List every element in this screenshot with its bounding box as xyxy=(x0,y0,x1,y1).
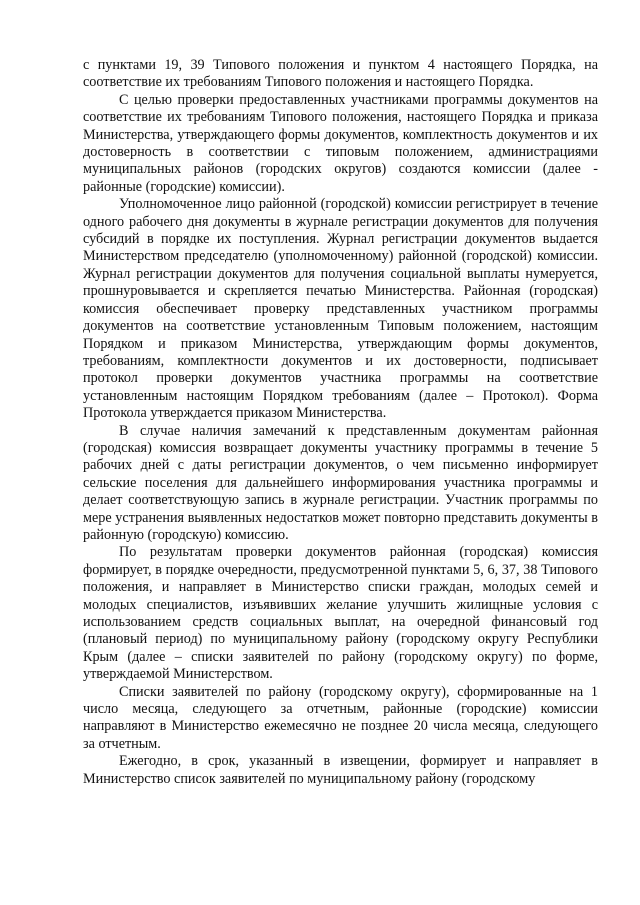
paragraph: Списки заявителей по району (городскому округу), сформированные на 1 число месяца, следующего за отчетным, районные (городские) комиссии направляют в Министерство ежемесячно не позднее 20 числа месяца, следующего за отчетным. xyxy=(83,683,598,752)
paragraph: Уполномоченное лицо районной (городской) комиссии регистрирует в течение одного рабочего дня документы в журнале регистрации документов для получения субсидий в порядке их поступления. Журнал регистрации документов выдается Министерством председателю (уполномоченному) районной (городской) комиссии. Журнал регистрации документов для получения социальной выплаты нумеруется, прошнуровывается и скрепляется печатью Министерства. Районная (городская) комиссия обеспечивает проверку представленных участником программы документов на соответствие установленным Типовым положением, настоящим Порядком и приказом Министерства, утверждающим формы документов, требованиям, комплектности документов и их достоверности, подписывает протокол проверки документов участника программы на соответствие установленным настоящим Порядком требованиям (далее – Протокол). Форма Протокола утверждается приказом Министерства. xyxy=(83,196,598,422)
document-body xyxy=(83,57,598,788)
paragraph: Ежегодно, в срок, указанный в извещении, формирует и направляет в Министерство список заявителей по муниципальному району (городскому xyxy=(83,753,598,787)
paragraph: В случае наличия замечаний к представленным документам районная (городская) комиссия возвращает документы участнику программы в течение 5 рабочих дней с даты регистрации документов, о чем письменно информирует сельские поселения для дальнейшего информирования участника программы и делает соответствующую запись в журнале регистрации. Участник программы по мере устранения выявленных недостатков может повторно представить документы в районную (городскую) комиссию. xyxy=(83,422,598,543)
paragraph: С целью проверки предоставленных участниками программы документов на соответствие их требованиям Типового положения, настоящего Порядка и приказа Министерства, утверждающего формы документов, комплектность документов и их достоверность в соответствии с типовым положением, администрациями муниципальных районов (городских округов) создаются комиссии (далее - районные (городские) комиссии). xyxy=(83,91,598,195)
paragraph: По результатам проверки документов районная (городская) комиссия формирует, в порядке очередности, предусмотренной пунктами 5, 6, 37, 38 Типового положения, и направляет в Министерство списки граждан, молодых семей и молодых специалистов, изъявивших желание улучшить жилищные условия с использованием средств социальных выплат, на очередной финансовый год (плановый период) по муниципальному району (городскому округу Республики Крым (далее – списки заявителей по району (городскому округу) по форме, утверждаемой Министерством. xyxy=(83,544,598,683)
paragraph: с пунктами 19, 39 Типового положения и пунктом 4 настоящего Порядка, на соответствие их требованиям Типового положения и настоящего Порядка. xyxy=(83,57,598,91)
